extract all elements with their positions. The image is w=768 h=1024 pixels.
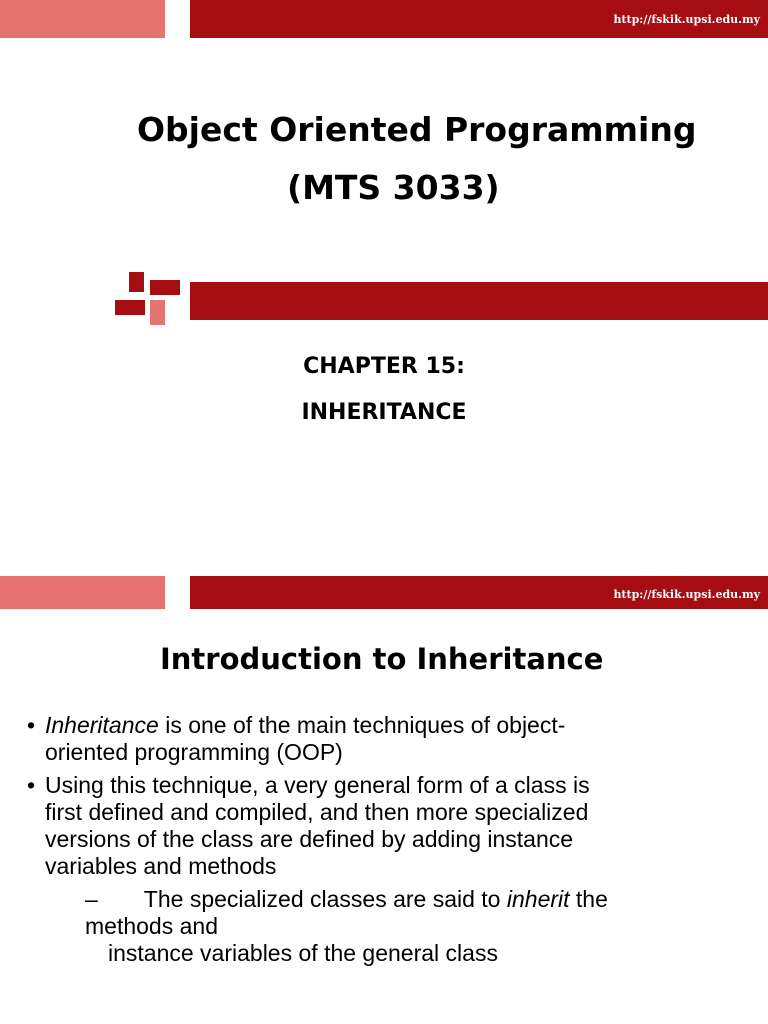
inheritance-term: Inheritance (45, 712, 159, 738)
bullet-icon: • (27, 772, 36, 798)
sub-bullet-line3: instance variables of the general class (108, 940, 498, 966)
dash-icon: – (85, 886, 98, 912)
course-title: Object Oriented Programming (137, 110, 697, 149)
header-pink-bar (0, 576, 165, 609)
site-url: http://fskik.upsi.edu.my (613, 588, 760, 601)
chapter-title: INHERITANCE (301, 400, 467, 425)
divider-red-bar (190, 282, 768, 320)
bullet-icon: • (27, 712, 36, 738)
content-slide (0, 576, 768, 1024)
chapter-number: CHAPTER 15: (303, 354, 465, 379)
sub-bullet-line1: – The specialized classes are said to inherit the (85, 886, 608, 912)
slide-title: Introduction to Inheritance (160, 642, 604, 676)
bullet-technique: • Using this technique, a very general form of a class is first defined and compiled, and then more specialized versions of the class are defined by adding instance variables and methods (27, 772, 590, 879)
sub-bullet-line2: methods and (85, 913, 218, 939)
header-pink-bar (0, 0, 165, 38)
site-url: http://fskik.upsi.edu.my (613, 13, 760, 26)
bullet-inheritance-definition: • Inheritance is one of the main techniques of object- oriented programming (OOP) (27, 712, 566, 765)
course-code: (MTS 3033) (287, 168, 500, 207)
